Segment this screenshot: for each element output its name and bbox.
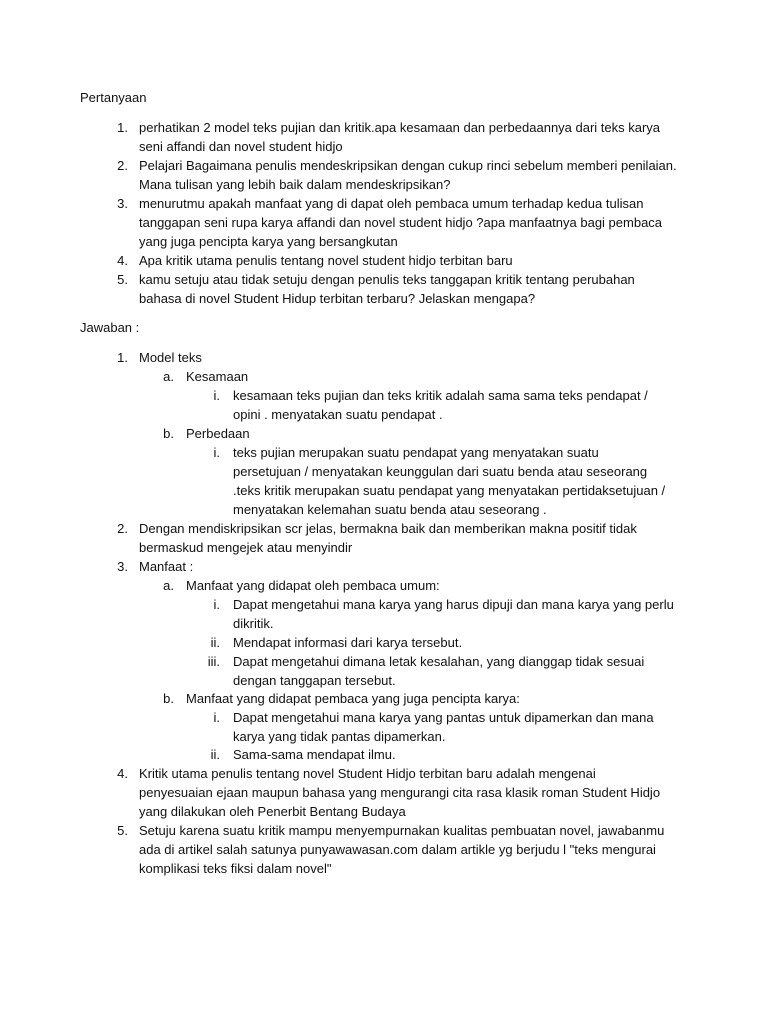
answer-line: Setuju karena suatu kritik mampu menyempurnakan kualitas pembuatan novel, jawabanmu xyxy=(139,823,665,838)
question-line: yang juga pencipta karya yang bersangkutan xyxy=(139,234,398,249)
sub-heading: Kesamaan xyxy=(186,369,249,384)
answer-line: ada di artikel salah satunya punyawawasan.com dalam artikle yg berjudu l "teks mengurai xyxy=(139,842,656,857)
answer-line: Sama-sama mendapat ilmu. xyxy=(233,747,396,762)
answer-line: teks pujian merupakan suatu pendapat yang menyatakan suatu xyxy=(233,445,599,460)
sub-letter: a. xyxy=(163,369,174,384)
answer-line: persetujuan / menyatakan keunggulan dari suatu benda atau seseorang xyxy=(233,464,648,479)
answer-line: kesamaan teks pujian dan teks kritik adalah sama sama teks pendapat / xyxy=(233,388,648,403)
roman-number: ii. xyxy=(210,747,220,762)
questions-heading: Pertanyaan xyxy=(80,90,147,105)
answer-number: 5. xyxy=(117,823,128,838)
answers-heading: Jawaban : xyxy=(80,320,140,335)
roman-number: i. xyxy=(213,445,220,460)
answer-line: Kritik utama penulis tentang novel Student Hidjo terbitan baru adalah mengenai xyxy=(139,766,596,781)
answer-line: Mendapat informasi dari karya tersebut. xyxy=(233,635,463,650)
question-line: bahasa di novel Student Hidup terbitan terbaru? Jelaskan mengapa? xyxy=(139,291,536,306)
sub-letter: b. xyxy=(163,691,174,706)
answer-number: 2. xyxy=(117,521,128,536)
answer-line: komplikasi teks fiksi dalam novel" xyxy=(139,861,332,876)
sub-heading: Manfaat yang didapat oleh pembaca umum: xyxy=(186,578,440,593)
answer-line: bermaskud mengejek atau menyindir xyxy=(139,540,353,555)
answer-line: Manfaat : xyxy=(139,559,194,574)
roman-number: i. xyxy=(213,710,220,725)
sub-letter: a. xyxy=(163,578,174,593)
question-line: tanggapan seni rupa karya affandi dan novel student hidjo ?apa manfaatnya bagi pembaca xyxy=(139,215,663,230)
question-line: Apa kritik utama penulis tentang novel student hidjo terbitan baru xyxy=(139,253,513,268)
question-number: 1. xyxy=(117,120,128,135)
question-number: 4. xyxy=(117,253,128,268)
roman-number: iii. xyxy=(207,654,220,669)
answer-line: .teks kritik merupakan suatu pendapat yang menyatakan pertidaksetujuan / xyxy=(233,483,666,498)
roman-number: i. xyxy=(213,597,220,612)
answer-line: Model teks xyxy=(139,350,202,365)
sub-letter: b. xyxy=(163,426,174,441)
answer-line: dikritik. xyxy=(233,616,274,631)
question-number: 5. xyxy=(117,272,128,287)
question-line: Pelajari Bagaimana penulis mendeskripsikan dengan cukup rinci sebelum memberi penilaian. xyxy=(139,158,677,173)
answer-line: penyesuaian ejaan maupun bahasa yang mengurangi cita rasa klasik roman Student Hidjo xyxy=(139,785,661,800)
sub-heading: Perbedaan xyxy=(186,426,250,441)
answer-line: Dapat mengetahui dimana letak kesalahan, yang dianggap tidak sesuai xyxy=(233,654,645,669)
sub-heading: Manfaat yang didapat pembaca yang juga pencipta karya: xyxy=(186,691,520,706)
question-line: menurutmu apakah manfaat yang di dapat oleh pembaca umum terhadap kedua tulisan xyxy=(139,196,644,211)
answer-line: karya yang tidak pantas dipamerkan. xyxy=(233,729,446,744)
answer-line: Dapat mengetahui mana karya yang harus dipuji dan mana karya yang perlu xyxy=(233,597,674,612)
roman-number: i. xyxy=(213,388,220,403)
answer-line: yang dilakukan oleh Penerbit Bentang Budaya xyxy=(139,804,406,819)
answer-number: 3. xyxy=(117,559,128,574)
answer-line: Dengan mendiskripsikan scr jelas, bermakna baik dan memberikan makna positif tidak xyxy=(139,521,637,536)
answer-line: opini . menyatakan suatu pendapat . xyxy=(233,407,443,422)
question-line: Mana tulisan yang lebih baik dalam mendeskripsikan? xyxy=(139,177,451,192)
question-line: kamu setuju atau tidak setuju dengan penulis teks tanggapan kritik tentang perubahan xyxy=(139,272,635,287)
answer-number: 4. xyxy=(117,766,128,781)
question-line: seni affandi dan novel student hidjo xyxy=(139,139,343,154)
answer-number: 1. xyxy=(117,350,128,365)
answer-line: menyatakan kelemahan suatu benda atau seseorang . xyxy=(233,502,547,517)
answer-line: Dapat mengetahui mana karya yang pantas untuk dipamerkan dan mana xyxy=(233,710,654,725)
question-number: 3. xyxy=(117,196,128,211)
roman-number: ii. xyxy=(210,635,220,650)
answer-line: dengan tanggapan tersebut. xyxy=(233,673,396,688)
question-number: 2. xyxy=(117,158,128,173)
question-line: perhatikan 2 model teks pujian dan kritik.apa kesamaan dan perbedaannya dari teks karya xyxy=(139,120,661,135)
